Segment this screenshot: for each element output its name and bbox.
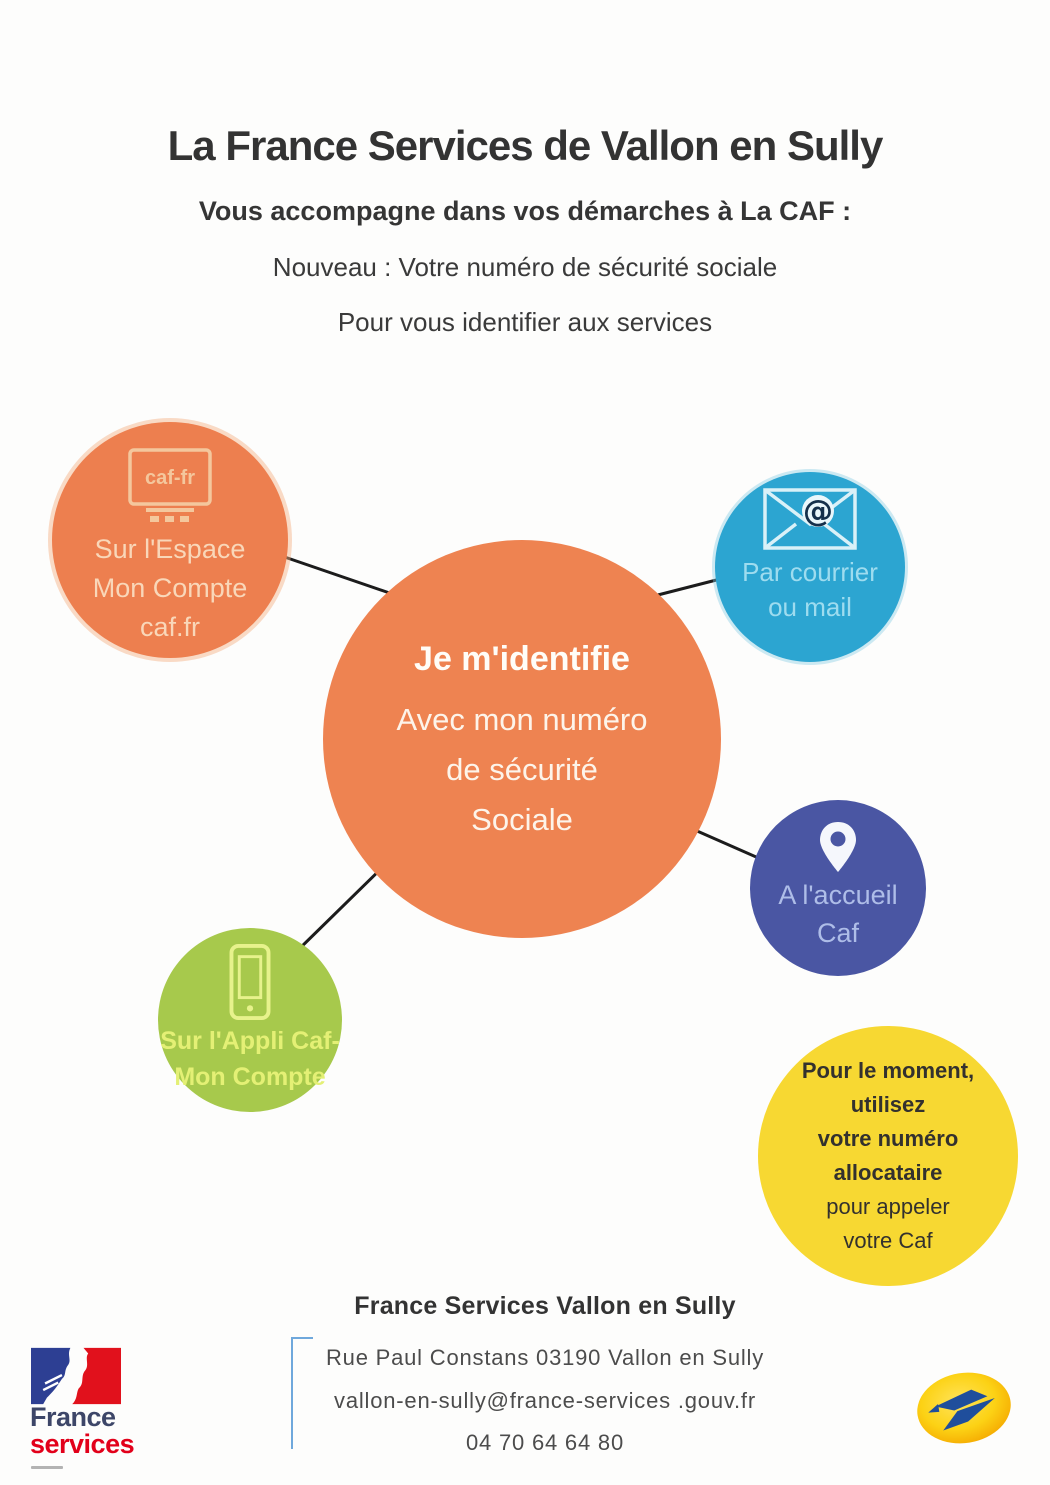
- caf-fr-icon-text: caf-fr: [144, 467, 196, 489]
- footer-phone: 04 70 64 64 80: [465, 1430, 624, 1455]
- appli-label-line2: Mon Compte: [174, 1063, 326, 1091]
- node-espace-mon-compte: [52, 422, 288, 658]
- note-line5: pour appeler: [826, 1194, 950, 1219]
- central-label-line3: Sociale: [471, 801, 573, 837]
- note-line3: votre numéro: [817, 1126, 959, 1151]
- note-line4: allocataire: [833, 1160, 943, 1185]
- espace-label-line3: caf.fr: [139, 612, 200, 642]
- central-label-line1: Avec mon numéro: [396, 701, 648, 737]
- espace-label-line1: Sur l'Espace: [94, 534, 246, 564]
- page-title: La France Services de Vallon en Sully: [167, 122, 883, 169]
- node-je-midentifie: [323, 540, 721, 938]
- location-pin-icon: [818, 820, 858, 874]
- at-symbol: @: [803, 494, 833, 529]
- intro-line-1: Nouveau : Votre numéro de sécurité sociale: [272, 252, 778, 282]
- envelope-at-icon: [760, 484, 860, 554]
- computer-monitor-caf-icon: [124, 446, 216, 528]
- accueil-label-line2: Caf: [816, 918, 860, 948]
- intro-line-2: Pour vous identifier aux services: [337, 307, 713, 337]
- note-line2: utilisez: [850, 1092, 926, 1117]
- central-label-line2: de sécurité: [446, 751, 598, 787]
- node-par-courrier: [715, 472, 905, 662]
- footer-org-name: France Services Vallon en Sully: [354, 1292, 736, 1320]
- central-title: Je m'identifie: [414, 639, 630, 678]
- page-subtitle: Vous accompagne dans vos démarches à La CAF :: [198, 196, 852, 226]
- france-services-word1: France: [30, 1402, 116, 1432]
- node-appli-caf: [158, 928, 342, 1112]
- note-line1: Pour le moment,: [801, 1058, 975, 1083]
- footer-address: Rue Paul Constans 03190 Vallon en Sully: [325, 1345, 765, 1370]
- france-services-word2: services: [30, 1429, 135, 1459]
- accueil-label-line1: A l'accueil: [778, 880, 898, 910]
- courrier-label-line1: Par courrier: [742, 557, 878, 587]
- note-numero-allocataire: [758, 1026, 1018, 1286]
- smartphone-icon: [226, 943, 274, 1021]
- node-accueil-caf: [750, 800, 926, 976]
- footer-email: vallon-en-sully@france-services .gouv.fr: [334, 1388, 756, 1413]
- appli-label-line1: Sur l'Appli Caf-: [160, 1027, 340, 1055]
- courrier-label-line2: ou mail: [768, 592, 852, 622]
- espace-label-line2: Mon Compte: [92, 573, 248, 603]
- note-line6: votre Caf: [843, 1228, 933, 1253]
